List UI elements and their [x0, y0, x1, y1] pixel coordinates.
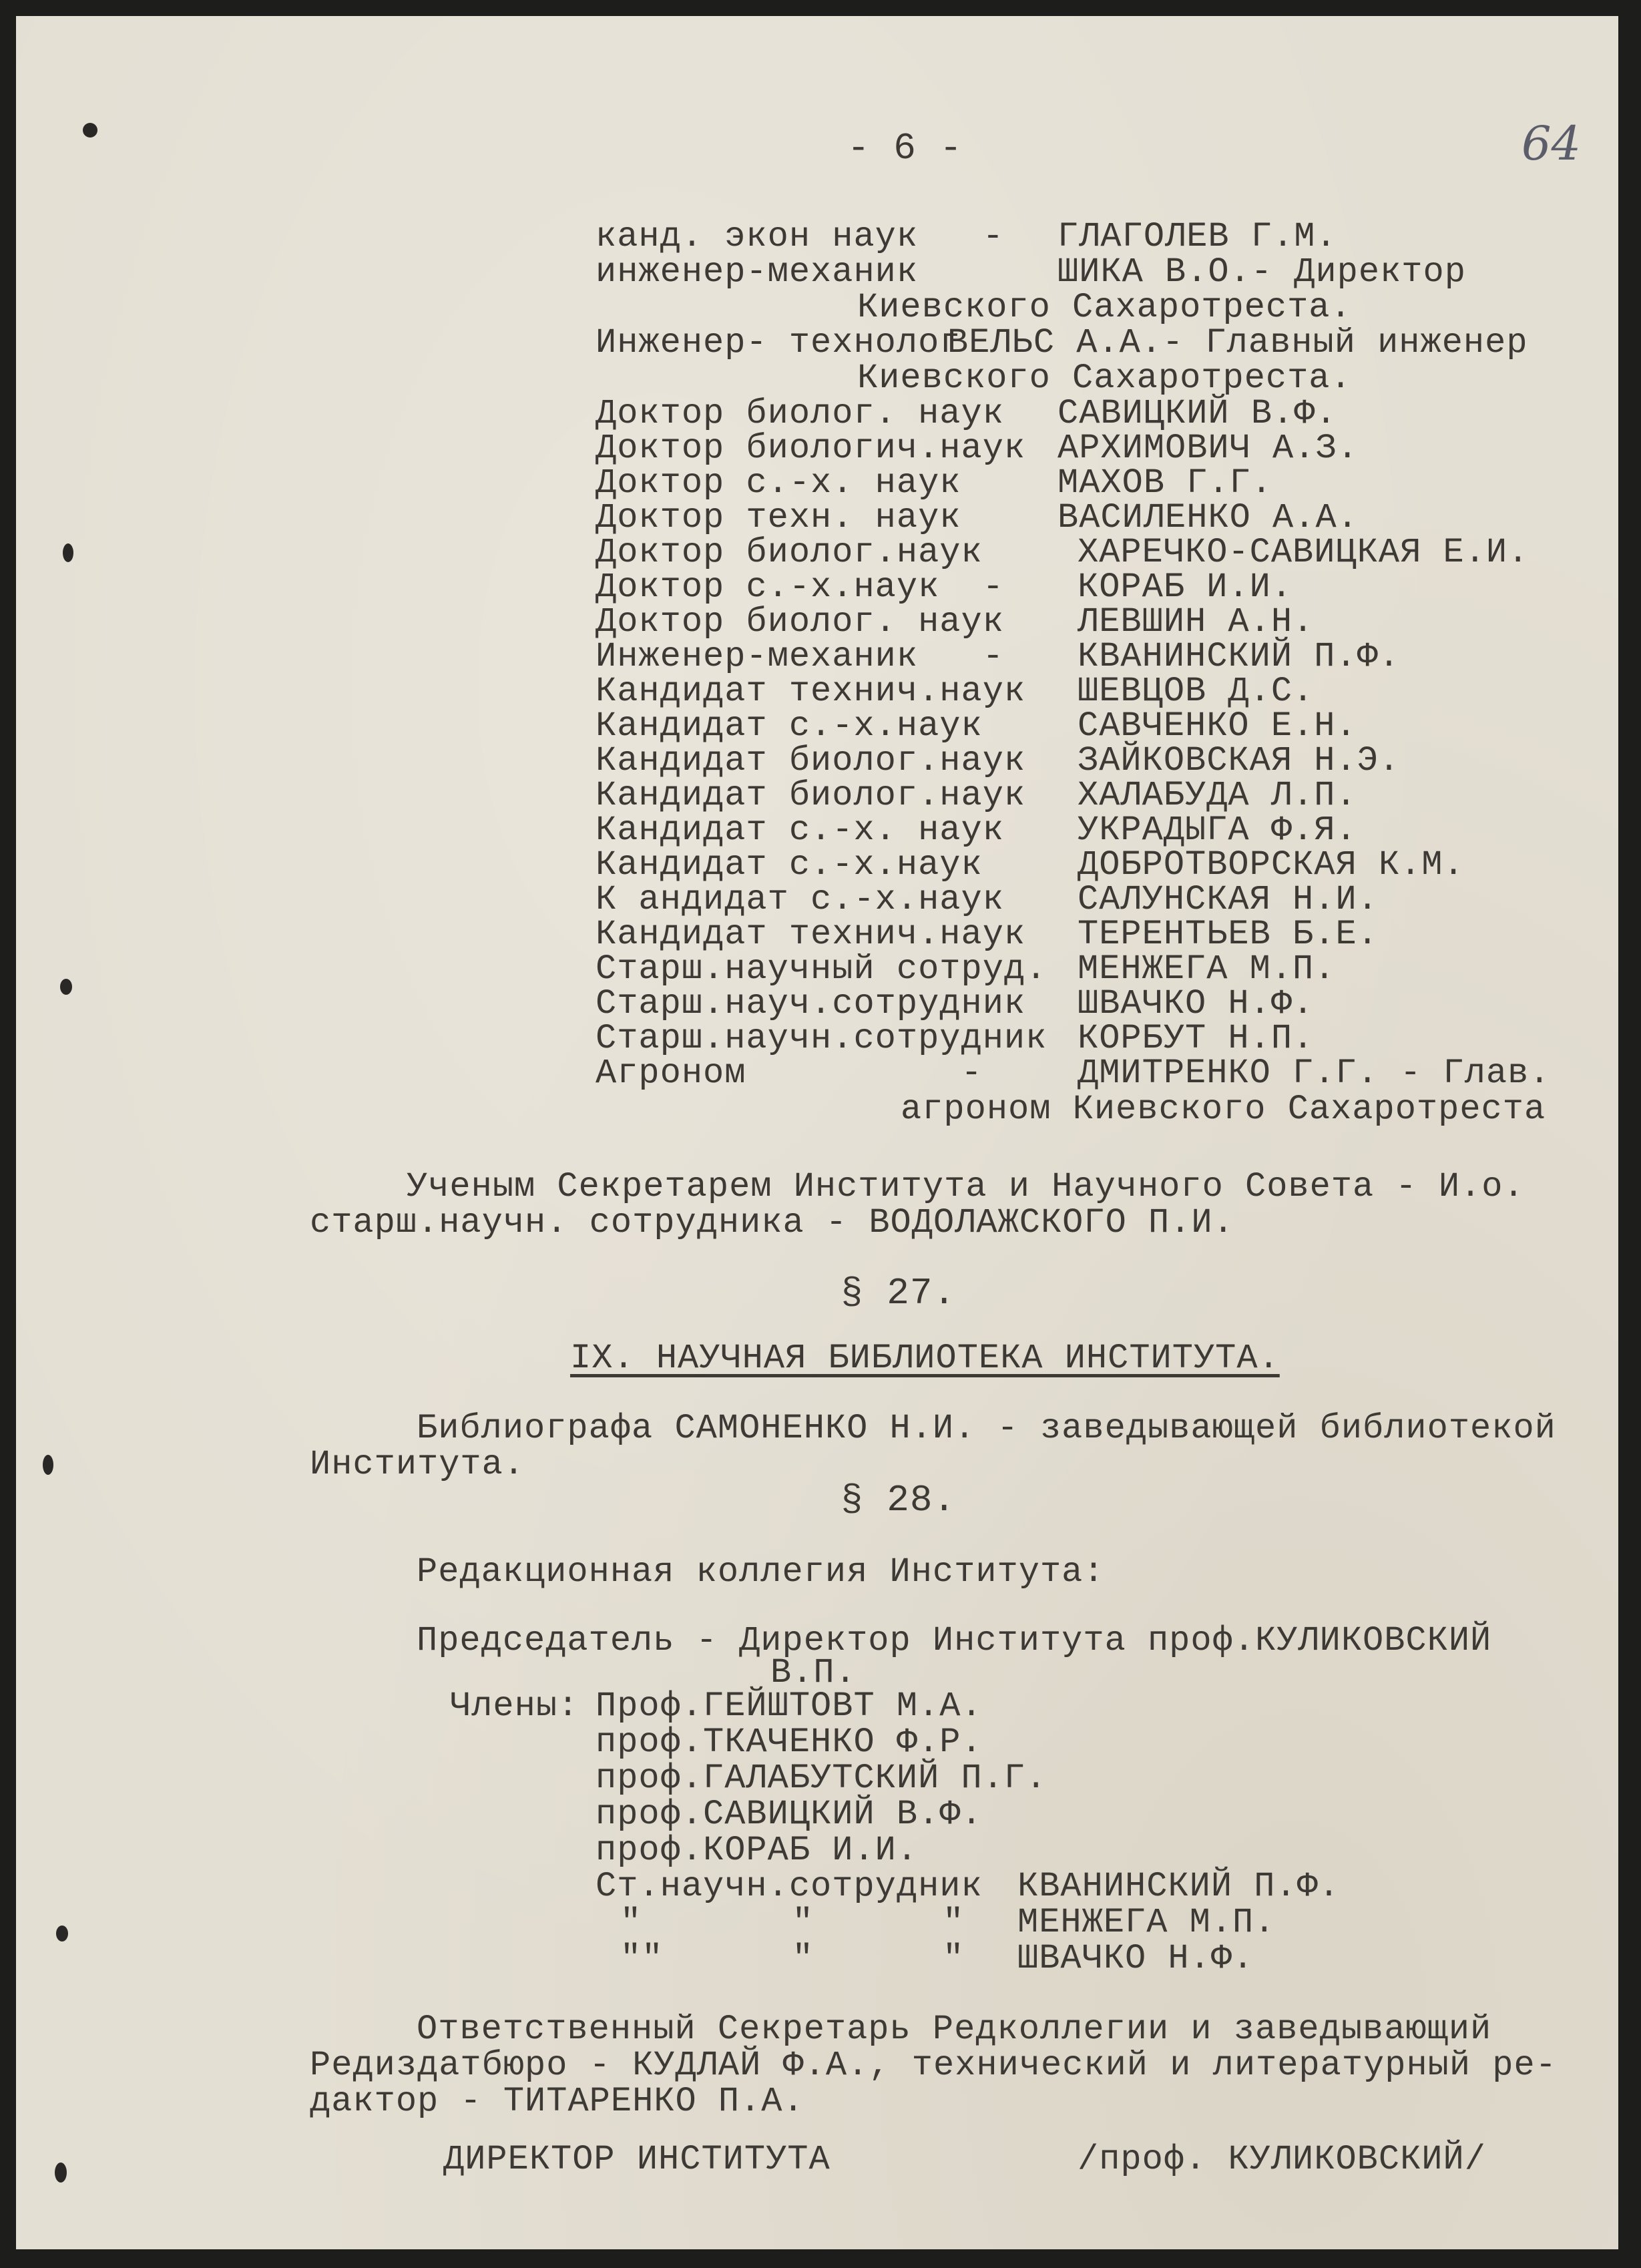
board-staff-title: " " " — [620, 1903, 965, 1942]
staff-title: инженер-механик — [596, 252, 919, 292]
staff-title: Старш.научн.сотрудник — [596, 1019, 1047, 1058]
staff-title: К андидат с.-х.наук — [596, 880, 1004, 919]
page-number: - 6 - — [847, 127, 963, 170]
paragraph-number: § 28. — [841, 1479, 957, 1522]
board-member: проф.ГАЛАБУТСКИЙ П.Г. — [596, 1759, 1047, 1798]
staff-name: ШВАЧКО Н.Ф. — [1078, 984, 1315, 1024]
library-line: Института. — [310, 1445, 525, 1484]
staff-title: Кандидат биолог.наук — [596, 776, 1026, 815]
staff-title: Кандидат технич.наук — [596, 672, 1026, 711]
board-staff-name: КВАНИНСКИЙ П.Ф. — [1017, 1867, 1341, 1906]
secretary-line: старш.научн. сотрудника - ВОДОЛАЖСКОГО П.И. — [310, 1203, 1234, 1242]
punch-hole — [63, 543, 73, 562]
staff-name: МЕНЖЕГА М.П. — [1078, 949, 1336, 989]
board-member: проф.ТКАЧЕНКО Ф.Р. — [596, 1723, 983, 1762]
punch-hole — [56, 1925, 68, 1942]
board-heading: Редакционная коллегия Института: — [417, 1552, 1105, 1592]
editorial-line: Ответственный Секретарь Редколлегии и заведывающий — [417, 2010, 1492, 2049]
staff-name: МАХОВ Г.Г. — [1058, 463, 1273, 503]
staff-name: САВЧЕНКО Е.Н. — [1078, 706, 1357, 746]
board-member: проф.КОРАБ И.И. — [596, 1831, 919, 1870]
staff-name: ТЕРЕНТЬЕВ Б.Е. — [1078, 915, 1379, 954]
staff-title: Доктор биолог. наук — [596, 394, 1004, 433]
staff-title: Кандидат с.-х.наук — [596, 706, 983, 746]
staff-title: Кандидат технич.наук — [596, 915, 1026, 954]
staff-title: Доктор техн. наук — [596, 498, 961, 537]
editorial-line: дактор - ТИТАРЕНКО П.А. — [310, 2082, 804, 2121]
secretary-line: Ученым Секретарем Института и Научного Совета - И.о. — [407, 1167, 1525, 1206]
staff-name: ШИКА В.О.- Директор — [1058, 252, 1466, 292]
board-member: проф.САВИЦКИЙ В.Ф. — [596, 1795, 983, 1834]
board-member: Проф.ГЕЙШТОВТ М.А. — [596, 1686, 983, 1726]
staff-name: ДМИТРЕНКО Г.Г. - Глав. — [1078, 1054, 1551, 1093]
staff-name: САЛУНСКАЯ Н.И. — [1078, 880, 1379, 919]
board-chair: Председатель - Директор Института проф.КУЛИКОВСКИЙ — [417, 1621, 1492, 1660]
section-heading: IX. НАУЧНАЯ БИБЛИОТЕКА ИНСТИТУТА. — [570, 1339, 1280, 1378]
staff-name: ВЕЛЬС А.А.- Главный инженер — [947, 323, 1528, 363]
staff-name: ВАСИЛЕНКО А.А. — [1058, 498, 1359, 537]
staff-name: КОРБУТ Н.П. — [1078, 1019, 1315, 1058]
staff-title: Кандидат с.-х.наук — [596, 845, 983, 885]
board-staff-title: Ст.научн.сотрудник — [596, 1867, 983, 1906]
staff-title: Доктор с.-х. наук — [596, 463, 961, 503]
staff-note: агроном Киевского Сахаротреста — [901, 1090, 1546, 1129]
board-staff-title: "" " " — [620, 1939, 965, 1978]
board-staff-name: ШВАЧКО Н.Ф. — [1017, 1939, 1254, 1978]
library-line: Библиографа САМОНЕНКО Н.И. - заведывающей библиотекой — [417, 1409, 1556, 1448]
staff-title: Доктор биолог.наук — [596, 533, 983, 572]
staff-name: ГЛАГОЛЕВ Г.М. — [1058, 217, 1337, 256]
staff-name: ХАЛАБУДА Л.П. — [1078, 776, 1357, 815]
staff-title: Доктор с.-х.наук - — [596, 568, 1004, 607]
staff-name: ШЕВЦОВ Д.С. — [1078, 672, 1315, 711]
staff-name: КОРАБ И.И. — [1078, 568, 1293, 607]
staff-title: Кандидат с.-х. наук — [596, 811, 1004, 850]
staff-title: Старш.научный сотруд. — [596, 949, 1047, 989]
staff-title: канд. экон наук - — [596, 217, 1004, 256]
staff-name: САВИЦКИЙ В.Ф. — [1058, 394, 1337, 433]
folio-number: 64 — [1521, 116, 1582, 171]
board-staff-name: МЕНЖЕГА М.П. — [1017, 1903, 1276, 1942]
staff-title: Доктор биолог. наук — [596, 602, 1004, 642]
staff-name: ЗАЙКОВСКАЯ Н.Э. — [1078, 741, 1401, 780]
punch-hole — [55, 2163, 67, 2183]
punch-hole — [60, 979, 72, 995]
staff-name: КВАНИНСКИЙ П.Ф. — [1078, 637, 1401, 676]
punch-hole — [83, 123, 97, 138]
staff-name: ДОБРОТВОРСКАЯ К.М. — [1078, 845, 1465, 885]
staff-title: Инженер- технолог — [596, 323, 961, 363]
punch-hole — [43, 1455, 53, 1475]
staff-note: Киевского Сахаротреста. — [857, 359, 1352, 398]
staff-title: Старш.науч.сотрудник — [596, 984, 1026, 1024]
staff-title: Инженер-механик - — [596, 637, 1004, 676]
staff-title: Кандидат биолог.наук — [596, 741, 1026, 780]
paragraph-number: § 27. — [841, 1272, 957, 1315]
staff-title: Доктор биологич.наук — [596, 429, 1026, 468]
staff-name: ЛЕВШИН А.Н. — [1078, 602, 1315, 642]
staff-name: УКРАДЫГА Ф.Я. — [1078, 811, 1357, 850]
signature-name: /проф. КУЛИКОВСКИЙ/ — [1078, 2140, 1486, 2179]
members-label: Члены: — [450, 1686, 579, 1726]
staff-name: ХАРЕЧКО-САВИЦКАЯ Е.И. — [1078, 533, 1530, 572]
staff-name: АРХИМОВИЧ А.З. — [1058, 429, 1359, 468]
signature-title: ДИРЕКТОР ИНСТИТУТА — [443, 2140, 831, 2179]
editorial-line: Редиздатбюро - КУДЛАЙ Ф.А., технический и литературный ре- — [310, 2046, 1557, 2085]
board-chair: В.П. — [770, 1653, 857, 1692]
staff-note: Киевского Сахаротреста. — [857, 288, 1352, 327]
document-page — [16, 16, 1618, 2249]
staff-title: Агроном - — [596, 1054, 983, 1093]
